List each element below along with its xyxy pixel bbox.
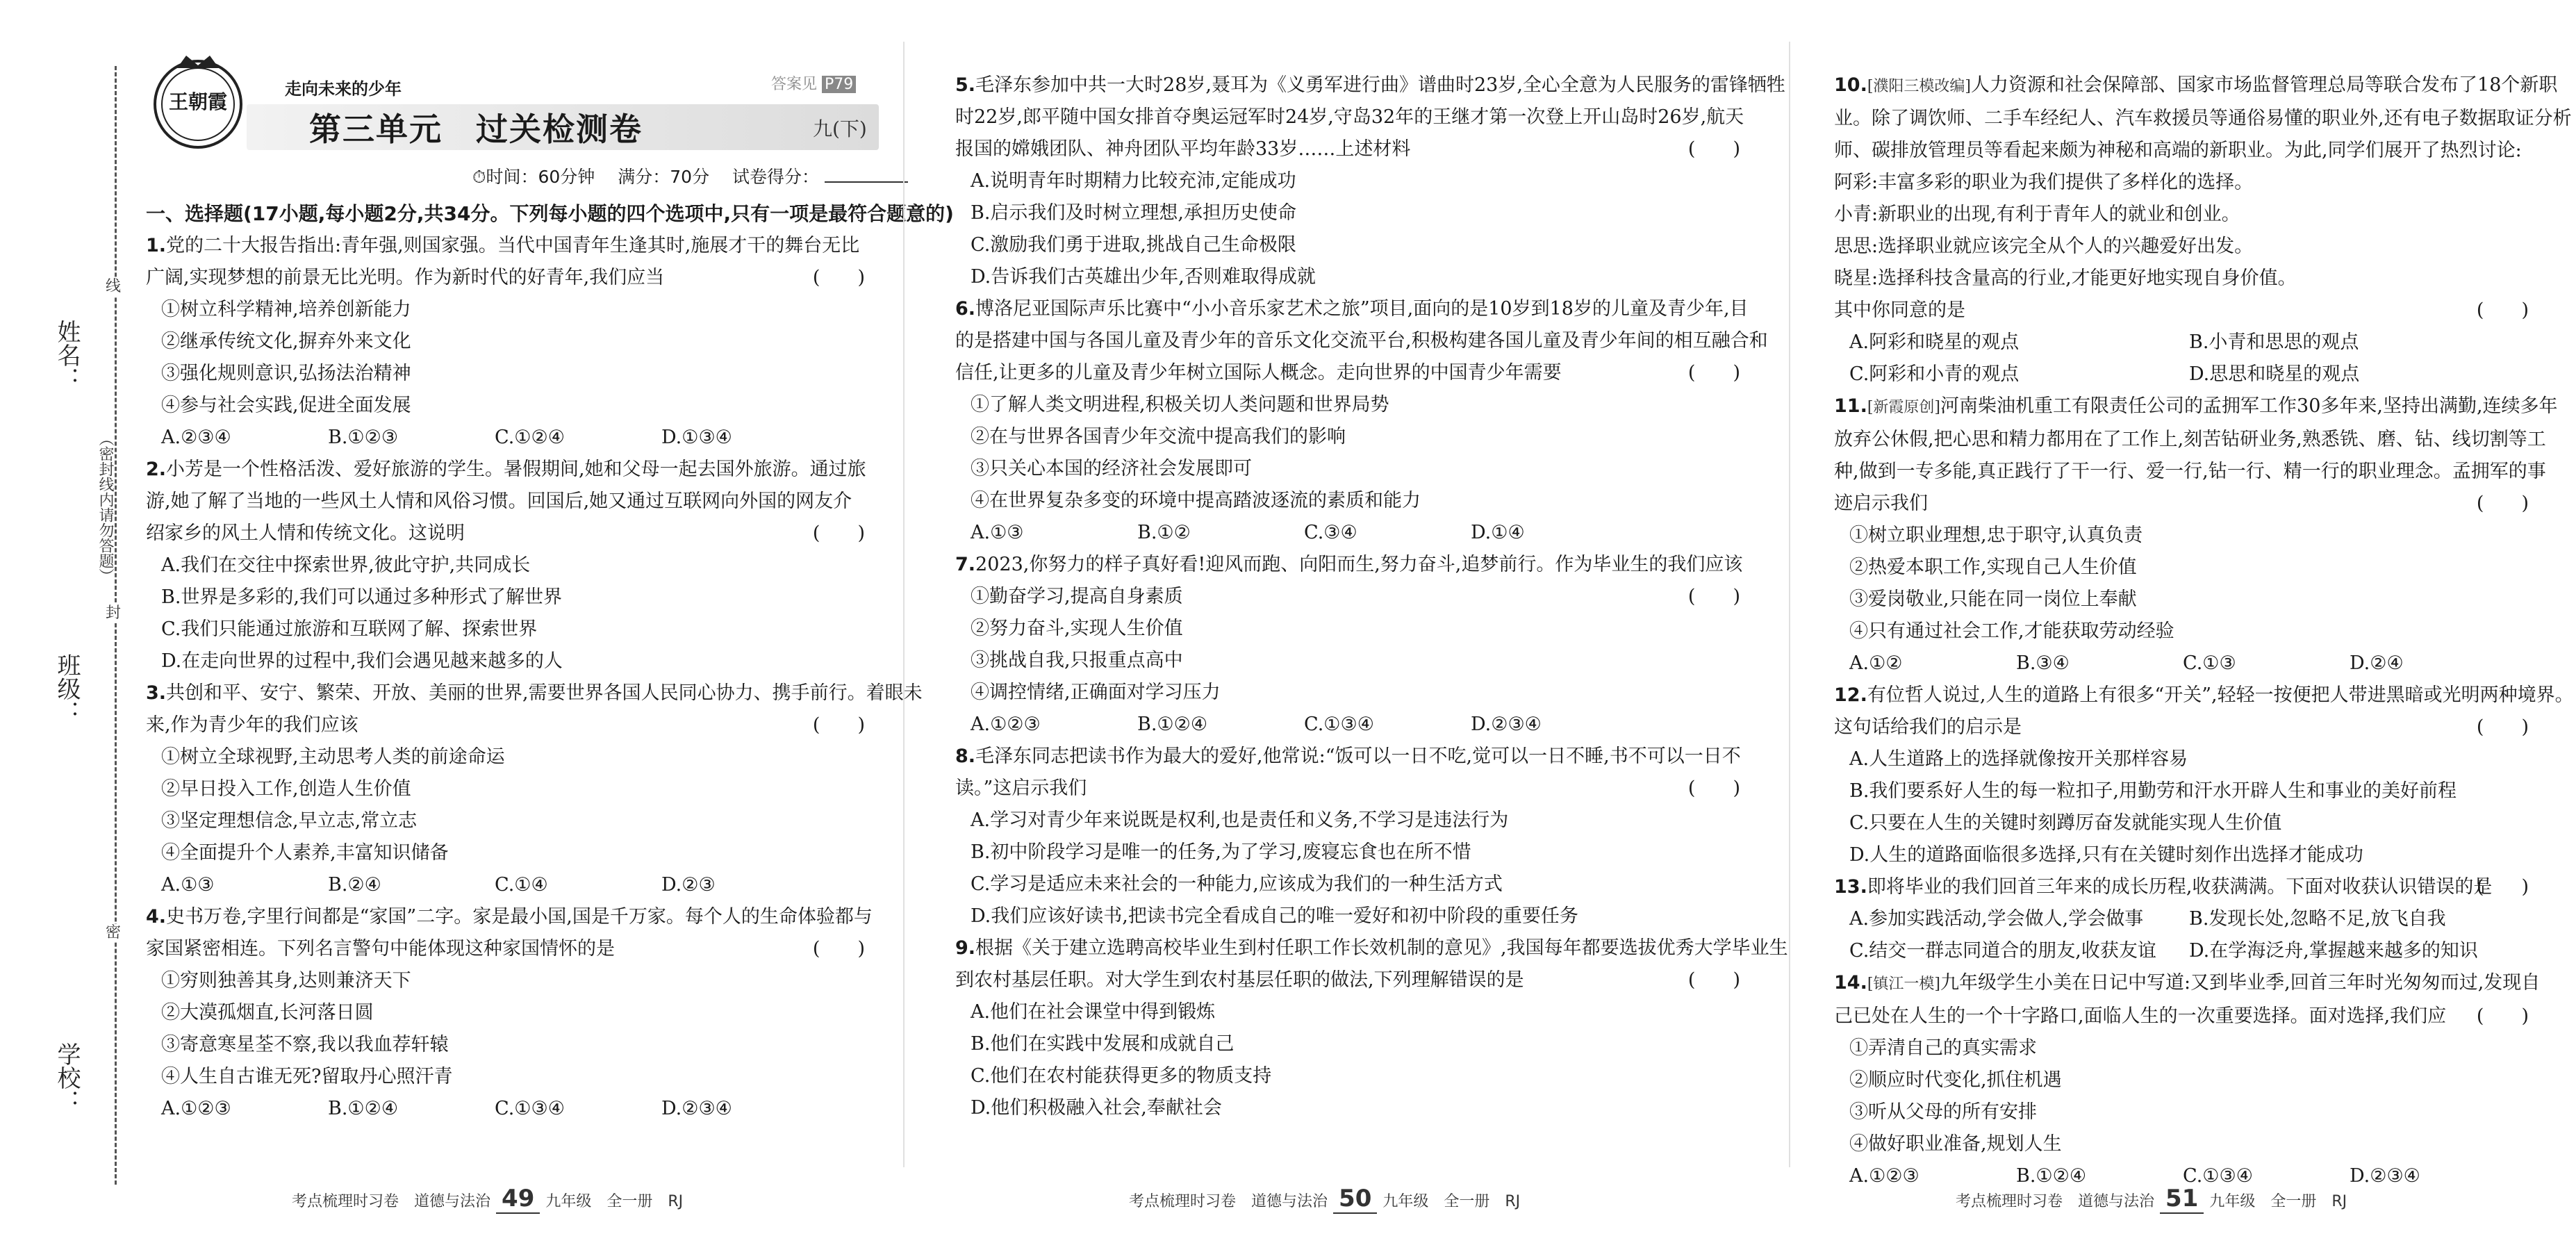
- answer-bracket[interactable]: ( ): [2476, 876, 2529, 898]
- question-stem: 毛泽东同志把读书作为最大的爱好,他常说:“饭可以一日不吃,觉可以一日不睡,书不可以一日不: [975, 746, 1741, 767]
- choice-option[interactable]: A.①②③: [1849, 1165, 1919, 1187]
- answer-bracket[interactable]: ( ): [812, 267, 865, 288]
- answer-bracket[interactable]: ( ): [2476, 716, 2529, 738]
- question-source-tag: [新霞原创]: [1867, 399, 1941, 416]
- question-text-line: [955, 549, 1743, 581]
- question-number: 13.: [1834, 876, 1867, 898]
- choice-row: [1834, 359, 2529, 390]
- question-5: [955, 69, 1785, 293]
- question-stem: 人力资源和社会保障部、国家市场监督管理总局等联合发布了18个新职: [1971, 74, 2558, 96]
- question-stem: 2023,你努力的样子真好看!迎风而跑、向阳而生,努力奋斗,追梦前行。作为毕业生的我们应该: [975, 554, 1743, 575]
- question-text-line: [1834, 69, 2558, 103]
- choice-option[interactable]: A.我们在交往中探索世界,彼此守护,共同成长: [161, 554, 531, 576]
- statement-item: ②努力奋斗,实现人生价值: [971, 618, 1183, 639]
- choice-option[interactable]: B.③④: [2016, 652, 2070, 674]
- choice-row: [146, 869, 865, 901]
- statement-item: ④做好职业准备,规划人生: [1849, 1133, 2062, 1155]
- question-stem: 业。除了调饮师、二手车经纪人、汽车救援员等通俗易懂的职业外,还有电子数据取证分析: [1834, 108, 2572, 129]
- choice-option[interactable]: B.②④: [328, 874, 381, 896]
- name-label: 姓名：: [53, 320, 81, 390]
- question-text-line: [955, 773, 1740, 805]
- question-stem: 思思:选择职业就应该完全从个人的兴趣爱好出发。: [1834, 236, 2254, 257]
- answer-bracket[interactable]: ( ): [812, 522, 865, 544]
- answer-bracket[interactable]: ( ): [812, 938, 865, 960]
- choice-option[interactable]: B.①②④: [1137, 714, 1208, 735]
- column-page-50: [955, 69, 1788, 1124]
- question-text-line: [955, 69, 1785, 101]
- question-12: [1834, 680, 2574, 871]
- choice-option[interactable]: B.①②: [1137, 522, 1191, 543]
- question-stem: 读。”这启示我们: [955, 777, 1087, 799]
- choice-option[interactable]: C.只要在人生的关键时刻蹲厉奋发就能实现人生价值: [1849, 812, 2282, 834]
- question-text-line: [146, 901, 873, 933]
- footer-page-49: 考点梳理时习卷 道德与法治 49 九年级 全一册 RJ: [292, 1185, 684, 1212]
- answer-bracket[interactable]: ( ): [2476, 299, 2529, 321]
- question-1: [146, 230, 865, 454]
- statement-item: ③听从父母的所有安排: [1849, 1101, 2037, 1123]
- page-number: 51: [2160, 1185, 2204, 1214]
- question-stem: 的是搭建中国与各国儿童及青少年的音乐文化交流平台,积极构建各国儿童及青少年间的相互融合和: [955, 330, 1768, 352]
- seal-line: [115, 66, 117, 1185]
- question-stem: 师、碳排放管理员等看起来颇为神秘和高端的新职业。为此,同学们展开了热烈讨论:: [1834, 140, 2522, 161]
- choice-option[interactable]: D.人生的道路面临很多选择,只有在关键时刻作出选择才能成功: [1849, 844, 2363, 866]
- question-text-line: [1834, 488, 2529, 520]
- choice-option[interactable]: C.阿彩和小青的观点: [1849, 363, 2020, 385]
- question-number: 7.: [955, 554, 976, 575]
- statement-item: ④只有通过社会工作,才能获取劳动经验: [1849, 620, 2174, 642]
- question-14: [1834, 967, 2541, 1192]
- question-text-line: [1834, 103, 2572, 135]
- choice-option[interactable]: A.阿彩和晓星的观点: [1849, 331, 2020, 353]
- question-number: 8.: [955, 746, 976, 767]
- question-stem: 来,作为青少年的我们应该: [146, 714, 358, 736]
- choice-option[interactable]: A.学习对青少年来说既是权利,也是责任和义务,不学习是违法行为: [971, 809, 1509, 831]
- choice-option[interactable]: A.②③④: [161, 427, 231, 448]
- question-stem: 广阔,实现梦想的前景无比光明。作为新时代的好青年,我们应当: [146, 267, 665, 288]
- statement-item: ①树立科学精神,培养创新能力: [161, 299, 411, 320]
- question-stem: 时22岁,郎平随中国女排首夺奥运冠军时24岁,守岛32年的王继才第一次登上开山岛时26岁,航天: [955, 106, 1744, 128]
- choice-option[interactable]: A.参加实践活动,学会做人,学会做事: [1849, 908, 2144, 930]
- question-11: [1834, 390, 2558, 680]
- score-label: 试卷得分：: [732, 167, 820, 187]
- choice-option[interactable]: B.①②③: [328, 427, 399, 448]
- question-stem: 这句话给我们的启示是: [1834, 716, 2022, 738]
- question-text-line: [955, 741, 1740, 773]
- statement-item: ③只关心本国的经济社会发展即可: [971, 458, 1252, 479]
- choice-option[interactable]: C.他们在农村能获得更多的物质支持: [971, 1065, 1272, 1087]
- question-text-line: [1834, 135, 2529, 167]
- choice-option[interactable]: C.③④: [1304, 522, 1357, 543]
- question-number: 3.: [146, 682, 167, 704]
- answer-bracket[interactable]: ( ): [812, 714, 865, 736]
- statement-item: ②热爱本职工作,实现自己人生价值: [1849, 557, 2137, 578]
- logo-text: 王朝霞: [168, 90, 227, 113]
- page-number: 49: [496, 1185, 540, 1214]
- question-stem: 毛泽东参加中共一大时28岁,聂耳为《义勇军进行曲》谱曲时23岁,全心全意为人民服务的雷锋牺牲: [975, 74, 1785, 96]
- question-number: 2.: [146, 459, 167, 480]
- question-text-line: [1834, 1001, 2529, 1032]
- question-text-line: [146, 518, 865, 550]
- question-stem: 党的二十大报告指出:青年强,则国家强。当代中国青年生逢其时,施展才干的舞台无比: [166, 235, 860, 256]
- choice-option[interactable]: C.我们只能通过旅游和互联网了解、探索世界: [161, 618, 538, 640]
- answer-bracket[interactable]: ( ): [1687, 586, 1740, 607]
- question-text-line: [1834, 390, 2558, 424]
- statement-item: ①树立职业理想,忠于职守,认真负责: [1849, 525, 2143, 546]
- question-text-line: [1834, 711, 2529, 743]
- choice-option[interactable]: A.说明青年时期精力比较充沛,定能成功: [971, 170, 1296, 192]
- question-stem: 报国的嫦娥团队、神舟团队平均年龄33岁……上述材料: [955, 138, 1411, 160]
- question-source-tag: [镇江一模]: [1867, 976, 1941, 993]
- question-text-line: [1834, 167, 2529, 199]
- choice-option[interactable]: D.①③④: [661, 427, 732, 448]
- question-text-line: [1834, 263, 2529, 295]
- choice-option[interactable]: A.①③: [971, 522, 1024, 543]
- question-text-line: [1834, 456, 2546, 488]
- question-text-line: [1834, 199, 2529, 231]
- question-number: 4.: [146, 906, 167, 928]
- seal-mark: 密: [106, 924, 122, 941]
- question-text-line: [146, 709, 865, 741]
- column-page-49: [146, 198, 954, 1125]
- question-stem: 小芳是一个性格活泼、爱好旅游的学生。暑假期间,她和父母一起去国外旅游。通过旅: [166, 459, 866, 480]
- section-heading: 一、选择题(17小题,每小题2分,共34分。下列每小题的四个选项中,只有一项是最符合题意的): [146, 202, 954, 225]
- question-13: [1834, 871, 2529, 967]
- choice-option[interactable]: C.结交一群志同道合的朋友,收获友谊: [1849, 940, 2156, 962]
- statement-item: ④参与社会实践,促进全面发展: [161, 395, 411, 416]
- class-label: 班级：: [53, 653, 81, 724]
- choice-option[interactable]: B.启示我们及时树立理想,承担历史使命: [971, 202, 1297, 224]
- grade-label: 九(下): [813, 117, 867, 140]
- choice-row: [146, 422, 865, 454]
- question-stem: 博洛尼亚国际声乐比赛中“小小音乐家艺术之旅”项目,面向的是10岁到18岁的儿童及青少年,目: [975, 298, 1749, 320]
- question-number: 11.: [1834, 395, 1867, 417]
- question-text-line: [955, 964, 1740, 996]
- question-source-tag: [濮阳三模改编]: [1867, 78, 1972, 95]
- page-title: 第三单元 过关检测卷: [309, 110, 643, 148]
- statement-item: ③爱岗敬业,只能在同一岗位上奉献: [1849, 588, 2137, 610]
- statement-item: ②大漠孤烟直,长河落日圆: [161, 1002, 374, 1023]
- binding-margin: [0, 0, 122, 1243]
- answer-bracket[interactable]: ( ): [1687, 969, 1740, 991]
- question-10: [1834, 69, 2572, 390]
- choice-row: [955, 517, 1740, 549]
- choice-option[interactable]: D.②③④: [661, 1098, 732, 1119]
- question-9: [955, 932, 1788, 1124]
- score-info: 满分：70分: [618, 167, 710, 187]
- question-stem: 信任,让更多的儿童及青少年树立国际人概念。走向世界的中国青少年需要: [955, 362, 1562, 384]
- choice-option[interactable]: C.①④: [495, 874, 548, 896]
- choice-option[interactable]: D.我们应该好读书,把读书完全看成自己的唯一爱好和初中阶段的重要任务: [971, 905, 1578, 927]
- choice-option[interactable]: D.②③④: [2350, 1165, 2420, 1187]
- question-stem: 游,她了解了当地的一些风土人情和风俗习惯。回国后,她又通过互联网向外国的网友介: [146, 491, 852, 512]
- choice-row: [955, 709, 1740, 741]
- question-number: 1.: [146, 235, 167, 256]
- statement-item: ③强化规则意识,弘扬法治精神: [161, 363, 411, 384]
- question-stem: 其中你同意的是: [1834, 299, 1965, 321]
- question-stem: 绍家乡的风土人情和传统文化。这说明: [146, 522, 465, 544]
- choice-option[interactable]: B.发现长处,忽略不足,放飞自我: [2189, 908, 2446, 930]
- choice-option[interactable]: B.世界是多彩的,我们可以通过多种形式了解世界: [161, 586, 563, 608]
- question-stem: 史书万卷,字里行间都是“家国”二字。家是最小国,国是千万家。每个人的生命体验都与: [166, 906, 873, 928]
- question-number: 10.: [1834, 74, 1867, 96]
- statement-item: ④人生自古谁无死?留取丹心照汗青: [161, 1066, 453, 1087]
- question-text-line: [146, 262, 865, 294]
- footer-page-50: 考点梳理时习卷 道德与法治 50 九年级 全一册 RJ: [1129, 1185, 1521, 1212]
- answer-bracket[interactable]: ( ): [1687, 138, 1740, 160]
- question-text-line: [1834, 871, 2529, 903]
- question-stem: 种,做到一专多能,真正践行了干一行、爱一行,钻一行、精一行的职业理念。孟拥军的事: [1834, 461, 2546, 482]
- question-3: [146, 677, 923, 901]
- question-4: [146, 901, 873, 1125]
- question-stem: 小青:新职业的出现,有利于青年人的就业和创业。: [1834, 204, 2240, 225]
- answer-page: P79: [822, 76, 856, 93]
- question-text-line: [146, 677, 923, 709]
- question-text-line: [1834, 424, 2546, 456]
- statement-item: ②在与世界各国青少年交流中提高我们的影响: [971, 426, 1346, 447]
- seal-mark: 封: [106, 604, 122, 622]
- question-number: 5.: [955, 74, 976, 96]
- seal-note: （密封线内请勿答题）: [97, 431, 114, 584]
- question-text-line: [146, 486, 865, 518]
- time-info: ⏱时间：60分钟: [472, 167, 595, 187]
- exam-meta: [472, 163, 908, 188]
- statement-item: ②早日投入工作,创造人生价值: [161, 778, 411, 800]
- choice-row: [1834, 327, 2529, 359]
- choice-row: [1834, 903, 2529, 935]
- slogan: 走向未来的少年: [285, 79, 402, 99]
- question-stem: 放弃公休假,把心思和精力都用在了工作上,刻苦钻研业务,熟悉铣、磨、钻、线切割等工: [1834, 429, 2546, 450]
- question-stem: 到农村基层任职。对大学生到农村基层任职的做法,下列理解错误的是: [955, 969, 1524, 991]
- school-label: 学校：: [53, 1042, 81, 1113]
- choice-option[interactable]: D.②④: [2350, 652, 2404, 674]
- question-text-line: [955, 357, 1740, 389]
- logo: [146, 49, 250, 153]
- question-number: 12.: [1834, 684, 1867, 706]
- question-stem: 共创和平、安宁、繁荣、开放、美丽的世界,需要世界各国人民同心协力、携手前行。着眼未: [166, 682, 923, 704]
- question-number: 14.: [1834, 972, 1867, 994]
- choice-option[interactable]: C.激励我们勇于进取,挑战自己生命极限: [971, 234, 1296, 256]
- question-6: [955, 293, 1768, 549]
- answer-bracket[interactable]: ( ): [2476, 1005, 2529, 1027]
- question-text-line: [146, 933, 865, 965]
- page-divider: [903, 42, 905, 1167]
- question-text-line: [1834, 295, 2529, 327]
- page-divider: [1789, 42, 1790, 1167]
- question-text-line: [955, 133, 1740, 165]
- choice-option[interactable]: D.他们积极融入社会,奉献社会: [971, 1097, 1222, 1119]
- statement-item: ④调控情绪,正确面对学习压力: [971, 682, 1221, 703]
- question-text-line: [955, 293, 1749, 325]
- column-page-51: [1834, 69, 2574, 1192]
- choice-option[interactable]: A.人生道路上的选择就像按开关那样容易: [1849, 748, 2188, 770]
- question-stem: 根据《关于建立选聘高校毕业生到村任职工作长效机制的意见》,我国每年都要选拔优秀大学毕业生: [975, 937, 1788, 959]
- page-number: 50: [1333, 1185, 1377, 1214]
- statement-item: ①树立全球视野,主动思考人类的前途命运: [161, 746, 505, 768]
- question-7: [955, 549, 1743, 741]
- seal-mark: 线: [106, 278, 122, 295]
- question-text-line: [955, 101, 1744, 133]
- question-stem: 迹启示我们: [1834, 493, 1928, 514]
- choice-option[interactable]: D.思思和晓星的观点: [2189, 363, 2360, 385]
- question-text-line: [955, 932, 1788, 964]
- statement-item: ①穷则独善其身,达则兼济天下: [161, 970, 411, 991]
- question-number: 9.: [955, 937, 976, 959]
- choice-option[interactable]: C.①③④: [1304, 714, 1374, 735]
- question-text-line: [146, 454, 865, 486]
- choice-option[interactable]: D.在走向世界的过程中,我们会遇见越来越多的人: [161, 650, 563, 672]
- question-number: 6.: [955, 298, 976, 320]
- question-stem: 河南柴油机重工有限责任公司的孟拥军工作30多年来,坚持出满勤,连续多年: [1940, 395, 2558, 417]
- answer-bracket[interactable]: ( ): [2476, 493, 2529, 514]
- choice-option[interactable]: B.小青和思思的观点: [2189, 331, 2359, 353]
- choice-option[interactable]: A.①②③: [971, 714, 1041, 735]
- choice-option[interactable]: A.①③: [161, 874, 215, 896]
- question-stem: 有位哲人说过,人生的道路上有很多“开关”,轻轻一按便把人带进黑暗或光明两种境界。: [1867, 684, 2574, 706]
- choice-option[interactable]: B.①②④: [2016, 1165, 2087, 1187]
- answer-bracket[interactable]: ( ): [1687, 362, 1740, 384]
- choice-option[interactable]: B.①②④: [328, 1098, 399, 1119]
- statement-item: ①了解人类文明进程,积极关切人类问题和世界局势: [971, 394, 1389, 415]
- choice-option[interactable]: D.①④: [1471, 522, 1525, 543]
- statement-item: ④在世界复杂多变的环境中提高踏波逐流的素质和能力: [971, 490, 1421, 511]
- choice-option[interactable]: A.①②: [1849, 652, 1903, 674]
- choice-option[interactable]: C.①③④: [2183, 1165, 2253, 1187]
- question-text-line: [1834, 967, 2541, 1001]
- choice-option[interactable]: B.初中阶段学习是唯一的任务,为了学习,废寝忘食也在所不惜: [971, 841, 1471, 863]
- answer-bracket[interactable]: ( ): [1687, 777, 1740, 799]
- question-stem: 九年级学生小美在日记中写道:又到毕业季,回首三年时光匆匆而过,发现自: [1940, 972, 2541, 994]
- statement-item: ②继承传统文化,摒弃外来文化: [161, 331, 411, 352]
- statement-item: ①勤奋学习,提高自身素质: [971, 586, 1183, 607]
- choice-option[interactable]: B.我们要系好人生的每一粒扣子,用勤劳和汗水开辟人生和事业的美好前程: [1849, 780, 2457, 802]
- question-text-line: [1834, 231, 2529, 263]
- score-blank[interactable]: [825, 181, 908, 183]
- choice-option[interactable]: C.①②④: [495, 427, 565, 448]
- footer-page-51: 考点梳理时习卷 道德与法治 51 九年级 全一册 RJ: [1956, 1185, 2347, 1212]
- choice-row: [146, 1093, 865, 1125]
- choice-option[interactable]: C.①③④: [495, 1098, 565, 1119]
- question-stem: 即将毕业的我们回首三年来的成长历程,收获满满。下面对收获认识错误的是: [1867, 876, 2493, 898]
- question-stem: 阿彩:丰富多彩的职业为我们提供了多样化的选择。: [1834, 172, 2254, 193]
- answer-reference: 答案见 P79: [771, 72, 856, 94]
- statement-item: ①弄清自己的真实需求: [1849, 1037, 2037, 1059]
- question-stem: 晓星:选择科技含量高的行业,才能更好地实现自身价值。: [1834, 267, 2297, 289]
- choice-option[interactable]: C.①③: [2183, 652, 2236, 674]
- question-stem: 家国紧密相连。下列名言警句中能体现这种家国情怀的是: [146, 938, 615, 960]
- question-text-line: [955, 325, 1768, 357]
- choice-row: [1834, 935, 2529, 967]
- choice-option[interactable]: B.他们在实践中发展和成就自己: [971, 1033, 1235, 1055]
- choice-row: [1834, 648, 2529, 680]
- choice-option[interactable]: A.①②③: [161, 1098, 231, 1119]
- choice-option[interactable]: D.在学海泛舟,掌握越来越多的知识: [2189, 940, 2478, 962]
- question-text-line: [1834, 680, 2574, 711]
- choice-option[interactable]: C.学习是适应未来社会的一种能力,应该成为我们的一种生活方式: [971, 873, 1503, 895]
- choice-option[interactable]: D.告诉我们古英雄出少年,否则难取得成就: [971, 266, 1316, 288]
- statement-item: ④全面提升个人素养,丰富知识储备: [161, 842, 449, 864]
- statement-item: ③挑战自我,只报重点高中: [971, 650, 1183, 671]
- choice-option[interactable]: D.②③④: [1471, 714, 1542, 735]
- statement-item: ②顺应时代变化,抓住机遇: [1849, 1069, 2062, 1091]
- statement-item: ③坚定理想信念,早立志,常立志: [161, 810, 418, 832]
- choice-option[interactable]: D.②③: [661, 874, 716, 896]
- question-text-line: [146, 230, 865, 262]
- question-2: [146, 454, 865, 677]
- choice-option[interactable]: A.他们在社会课堂中得到锻炼: [971, 1001, 1216, 1023]
- question-stem: 己已处在人生的一个十字路口,面临人生的一次重要选择。面对选择,我们应: [1834, 1005, 2447, 1027]
- question-8: [955, 741, 1740, 932]
- statement-item: ③寄意寒星荃不察,我以我血荐轩辕: [161, 1034, 449, 1055]
